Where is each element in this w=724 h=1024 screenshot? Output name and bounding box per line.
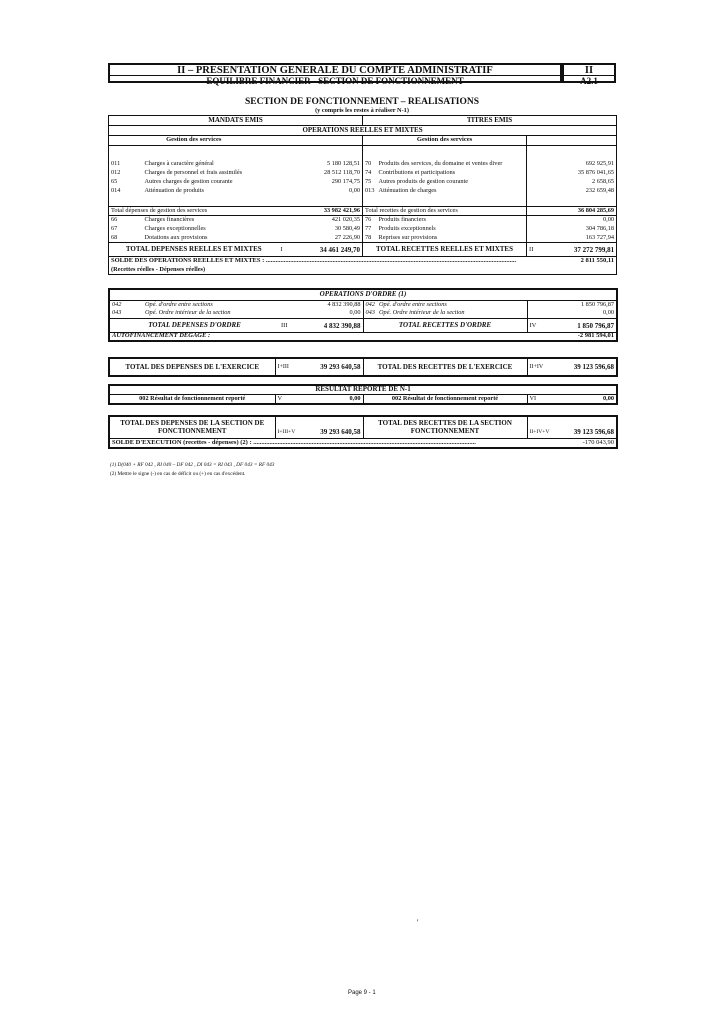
autofin-value: -2 981 594,01 <box>577 332 615 339</box>
row-label: Produits financiers <box>378 216 426 224</box>
ordre-title: OPERATIONS D'ORDRE (1) <box>319 290 407 299</box>
autofin-row <box>109 332 617 341</box>
final-recettes-ref: II+IV+V <box>527 416 557 438</box>
row-label: Charges exceptionnelles <box>144 224 206 232</box>
exercice-recettes-label: TOTAL DES RECETTES DE L'EXERCICE <box>377 362 513 371</box>
row-label: Atténuation de produits <box>144 186 204 194</box>
final-recettes-label: TOTAL DES RECETTES DE LA SECTION FONCTIONNEMENT <box>378 419 512 436</box>
table-row <box>109 234 617 243</box>
row-code: 78 <box>365 233 372 241</box>
final-recettes-value: 39 123 596,68 <box>573 427 614 436</box>
total-gestion-label: Total recettes de gestion des services <box>365 206 458 214</box>
row-code: 014 <box>111 186 121 194</box>
total-ordre-label: TOTAL DEPENSES D'ORDRE <box>148 320 241 329</box>
total-reelles-row <box>109 243 617 257</box>
row-value: 290 174,75 <box>279 178 363 187</box>
report-recettes-value: 0,00 <box>603 394 615 402</box>
row-label: Charges de personnel et frais assimilés <box>144 168 243 176</box>
row-code: 042 <box>112 300 122 308</box>
row-value: 5 180 128,51 <box>279 160 363 169</box>
row-value: 30 580,49 <box>279 225 363 234</box>
total-gestion-value: 36 804 285,69 <box>527 207 617 216</box>
note-1: (1) D(040 + RF 042 , RI 040 – DF 042 , DI 043 = RI 043 , DF 043 = RF 043 <box>110 462 275 468</box>
row-code: 011 <box>111 159 121 167</box>
header-code-box <box>562 63 616 86</box>
report-depenses-ref: V <box>275 394 309 404</box>
exercice-depenses-ref: I+III <box>275 358 309 376</box>
ordre-table <box>108 288 618 342</box>
row-value: 2 658,65 <box>527 178 617 187</box>
gestion-right-label: Gestion des services <box>416 136 473 144</box>
section-title: SECTION DE FONCTIONNEMENT – REALISATIONS <box>244 97 480 107</box>
total-ordre-row <box>109 318 617 332</box>
solde-reelles-note-row <box>109 266 617 275</box>
table-row <box>109 225 617 234</box>
total-reelles-value: 34 461 249,70 <box>319 246 361 254</box>
total-gestion-value: 33 982 421,96 <box>279 207 363 216</box>
report-depenses-label: 002 Résultat de fonctionnement reporté <box>139 394 246 402</box>
total-reelles-label: TOTAL DEPENSES REELLES ET MIXTES <box>125 245 262 253</box>
header-code-sub: A2.1 <box>564 75 614 86</box>
exercice-depenses-label: TOTAL DES DEPENSES DE L'EXERCICE <box>125 362 260 371</box>
table-row <box>109 178 617 187</box>
solde-reelles-note: (Recettes réelles - Dépenses réelles) <box>111 265 206 273</box>
exercice-recettes-ref: II+IV <box>527 358 557 376</box>
row-value: 28 512 118,70 <box>279 169 363 178</box>
total-ordre-label: TOTAL RECETTES D'ORDRE <box>398 320 492 329</box>
row-value: 232 659,48 <box>527 187 617 196</box>
row-code: 67 <box>111 224 118 232</box>
total-ordre-ref: III <box>281 321 288 329</box>
ops-reelles-label: OPERATIONS REELLES ET MIXTES <box>302 126 423 134</box>
note-2: (2) Mettre le signe (-) en cas de déficit ou (+) en cas d'excédent. <box>110 471 246 477</box>
row-value: 0,00 <box>527 309 617 318</box>
solde-reelles-label: SOLDE DES OPERATIONS REELLES ET MIXTES : .......................................................................................................................................................... <box>111 257 517 264</box>
total-reelles-label: TOTAL RECETTES REELLES ET MIXTES <box>376 245 513 253</box>
row-code: 70 <box>365 159 372 167</box>
page-number: Page 9 - 1 <box>348 990 376 996</box>
row-code: 013 <box>365 186 375 194</box>
final-depenses-label: TOTAL DES DEPENSES DE LA SECTION DE FONCTIONNEMENT <box>120 419 265 436</box>
total-reelles-ref: II <box>529 246 534 253</box>
header-title-box <box>108 63 562 86</box>
row-code: 77 <box>365 224 372 232</box>
final-depenses-value: 39 293 640,58 <box>309 416 363 438</box>
section-subtitle: (y compris les restes à réaliser N-1) <box>315 107 409 114</box>
row-label: Contributions et participations <box>378 168 456 176</box>
row-label: Charges à caractère général <box>144 159 214 167</box>
total-ordre-value: 4 832 390,88 <box>323 321 361 330</box>
row-label: Charges financières <box>144 216 195 224</box>
solde-execution-value: -170 043,90 <box>582 438 614 446</box>
final-depenses-ref: I+III+V <box>275 416 309 438</box>
total-reelles-ref: I <box>280 246 283 253</box>
row-label: Reprises sur provisions <box>378 233 438 241</box>
row-code: 042 <box>365 300 375 308</box>
report-depenses-value: 0,00 <box>309 394 363 404</box>
row-code: 74 <box>365 168 372 176</box>
total-reelles-value: 37 272 799,81 <box>573 246 615 254</box>
solde-reelles-value: 2 811 550,11 <box>580 257 615 264</box>
row-label: Produits exceptionnels <box>378 224 436 232</box>
table-row <box>109 160 617 169</box>
table-row <box>109 169 617 178</box>
row-label: Opé. d'ordre entre sections <box>379 300 447 308</box>
reelles-table <box>108 115 617 275</box>
gestion-left-label: Gestion des services <box>166 136 222 144</box>
titres-label: TITRES EMIS <box>466 116 513 124</box>
header-code: II <box>584 65 594 76</box>
header-subtitle: EQUILIBRE FINANCIER - SECTION DE FONCTIONNEMENT <box>110 75 560 86</box>
total-ordre-value: 1 850 796,87 <box>577 321 615 330</box>
row-value: 0,00 <box>279 309 363 318</box>
total-ordre-ref: IV <box>529 321 537 329</box>
row-label: Atténuation de charges <box>378 186 437 194</box>
table-row <box>109 187 617 196</box>
row-label: Opé. d'ordre entre sections <box>145 300 213 308</box>
solde-execution-label: SOLDE D'EXECUTION (recettes - dépenses) (2) : ......................................................................................................................................... <box>112 438 476 446</box>
mandats-label: MANDATS EMIS <box>109 116 363 126</box>
exercice-depenses-value: 39 293 640,58 <box>309 358 363 376</box>
total-gestion-label: Total dépenses de gestion des services <box>111 206 208 214</box>
row-label: Opé. Ordre intérieur de la section <box>379 309 465 317</box>
row-label: Autres produits de gestion courante <box>378 177 469 185</box>
row-label: Produits des services, du domaine et ventes diver <box>378 159 503 167</box>
table-row <box>109 216 617 225</box>
report-recettes-label: 002 Résultat de fonctionnement reporté <box>391 394 499 402</box>
row-code: 012 <box>111 168 121 176</box>
report-table <box>108 384 618 405</box>
total-gestion-row <box>109 207 617 216</box>
row-code: 65 <box>111 177 118 185</box>
row-value: 163 727,94 <box>527 234 617 243</box>
row-code: 68 <box>111 233 118 241</box>
final-table <box>108 415 618 449</box>
row-value: 421 020,35 <box>279 216 363 225</box>
row-code: 043 <box>112 309 122 317</box>
row-code: 75 <box>365 177 372 185</box>
stray-mark: ' <box>417 918 419 927</box>
row-value: 304 786,18 <box>527 225 617 234</box>
row-value: 1 850 796,87 <box>527 300 617 309</box>
report-recettes-ref: VI <box>527 394 557 404</box>
row-value: 0,00 <box>527 216 617 225</box>
autofin-label: AUTOFINANCEMENT DEGAGE : <box>112 332 211 339</box>
report-title: RESULTAT REPORTE DE N-1 <box>315 385 411 394</box>
row-value: 35 876 041,65 <box>527 169 617 178</box>
row-code: 66 <box>111 216 118 224</box>
table-row <box>109 300 617 309</box>
row-label: Dotations aux provisions <box>144 233 208 241</box>
row-label: Autres charges de gestion courante <box>144 177 233 185</box>
row-code: 043 <box>365 309 375 317</box>
exercice-recettes-value: 39 123 596,68 <box>573 362 614 371</box>
row-value: 0,00 <box>279 187 363 196</box>
header-title: II – PRESENTATION GENERALE DU COMPTE ADMINISTRATIF <box>177 65 493 76</box>
row-label: Opé. Ordre intérieur de la section <box>145 309 231 317</box>
row-value: 27 226,90 <box>279 234 363 243</box>
exercice-table <box>108 357 618 377</box>
solde-reelles-row <box>109 257 617 266</box>
row-code: 76 <box>365 216 372 224</box>
row-value: 4 832 390,88 <box>279 300 363 309</box>
row-value: 692 925,91 <box>527 160 617 169</box>
table-row <box>109 309 617 318</box>
